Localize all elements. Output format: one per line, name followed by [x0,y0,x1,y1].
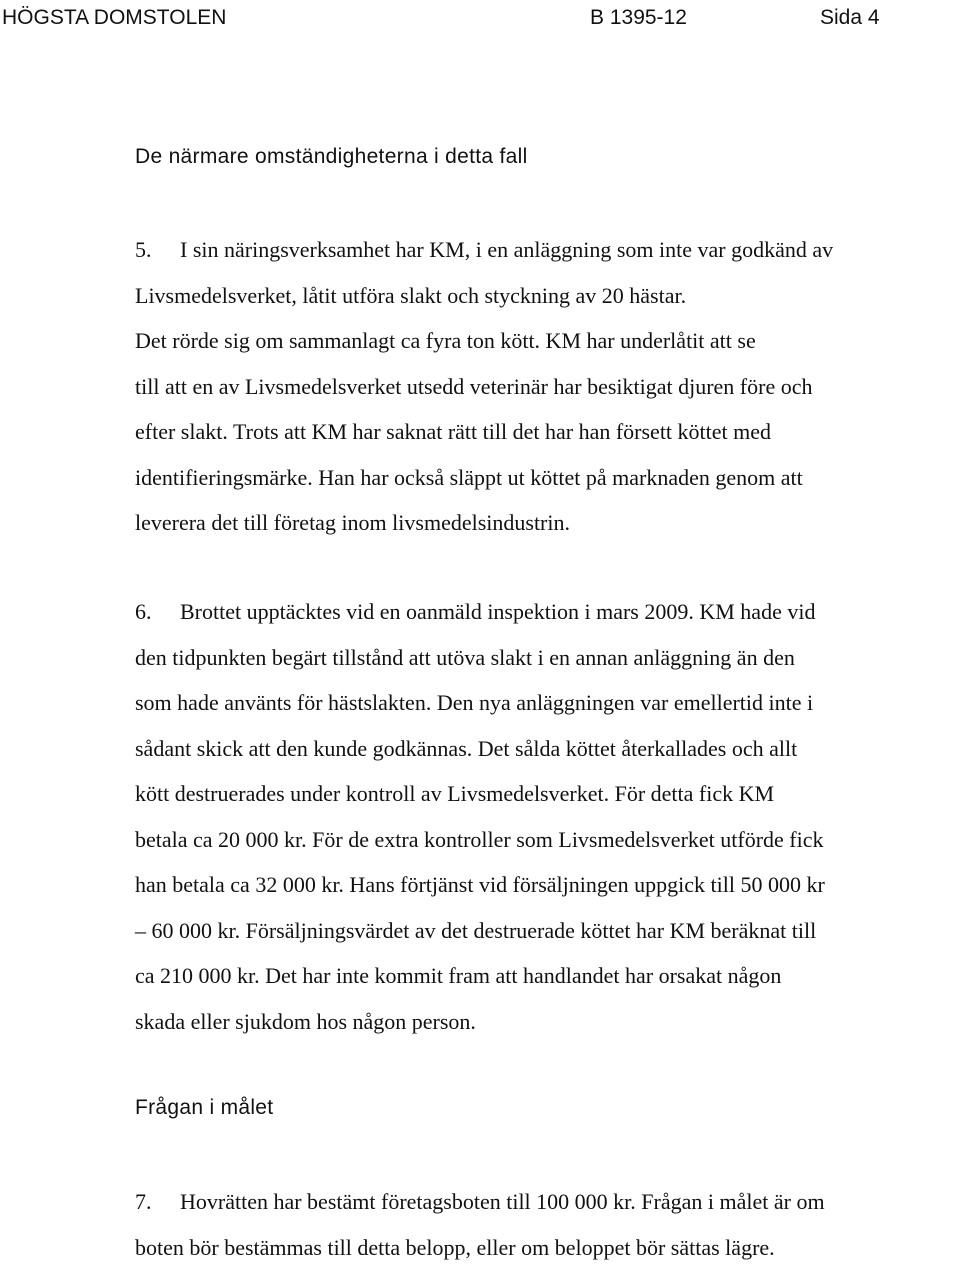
paragraph-line: Livsmedelsverket, låtit utföra slakt och styckning av 20 hästar. [135,273,955,319]
case-number: B 1395-12 [590,4,687,32]
paragraph-line: 6. Brottet upptäcktes vid en oanmäld inspektion i mars 2009. KM hade vid [135,589,955,635]
paragraph-number: 5. [135,227,180,273]
paragraph-line: leverera det till företag inom livsmedelsindustrin. [135,500,955,546]
paragraph-line: kött destruerades under kontroll av Livsmedelsverket. För detta fick KM [135,771,955,817]
paragraph-line: Det rörde sig om sammanlagt ca fyra ton kött. KM har underlåtit att se [135,318,955,364]
section-heading-question: Frågan i målet [135,1096,273,1120]
paragraph-number: 7. [135,1179,180,1225]
paragraph-line: efter slakt. Trots att KM har saknat rätt till det har han försett köttet med [135,409,955,455]
paragraph-line: han betala ca 32 000 kr. Hans förtjänst vid försäljningen uppgick till 50 000 kr [135,862,955,908]
page-header [2,4,958,34]
paragraph-line: betala ca 20 000 kr. För de extra kontroller som Livsmedelsverket utförde fick [135,817,955,863]
paragraph-line: ca 210 000 kr. Det har inte kommit fram att handlandet har orsakat någon [135,953,955,999]
paragraph-line: skada eller sjukdom hos någon person. [135,999,955,1045]
paragraph-line: till att en av Livsmedelsverket utsedd veterinär har besiktigat djuren före och [135,364,955,410]
page-number: Sida 4 [820,4,880,32]
court-name: HÖGSTA DOMSTOLEN [2,4,226,32]
paragraph-line: – 60 000 kr. Försäljningsvärdet av det destruerade köttet har KM beräknat till [135,908,955,954]
paragraph-7 [135,1179,955,1270]
paragraph-6 [135,589,955,1044]
paragraph-line: sådant skick att den kunde godkännas. Det sålda köttet återkallades och allt [135,726,955,772]
paragraph-5 [135,227,955,546]
paragraph-line: 7. Hovrätten har bestämt företagsboten till 100 000 kr. Frågan i målet är om [135,1179,955,1225]
paragraph-line: identifieringsmärke. Han har också släppt ut köttet på marknaden genom att [135,455,955,501]
section-heading-circumstances: De närmare omständigheterna i detta fall [135,145,528,169]
paragraph-line: som hade använts för hästslakten. Den nya anläggningen var emellertid inte i [135,680,955,726]
paragraph-number: 6. [135,589,180,635]
paragraph-line: boten bör bestämmas till detta belopp, eller om beloppet bör sättas lägre. [135,1225,955,1270]
paragraph-line: den tidpunkten begärt tillstånd att utöva slakt i en annan anläggning än den [135,635,955,681]
paragraph-line: 5. I sin näringsverksamhet har KM, i en anläggning som inte var godkänd av [135,227,955,273]
